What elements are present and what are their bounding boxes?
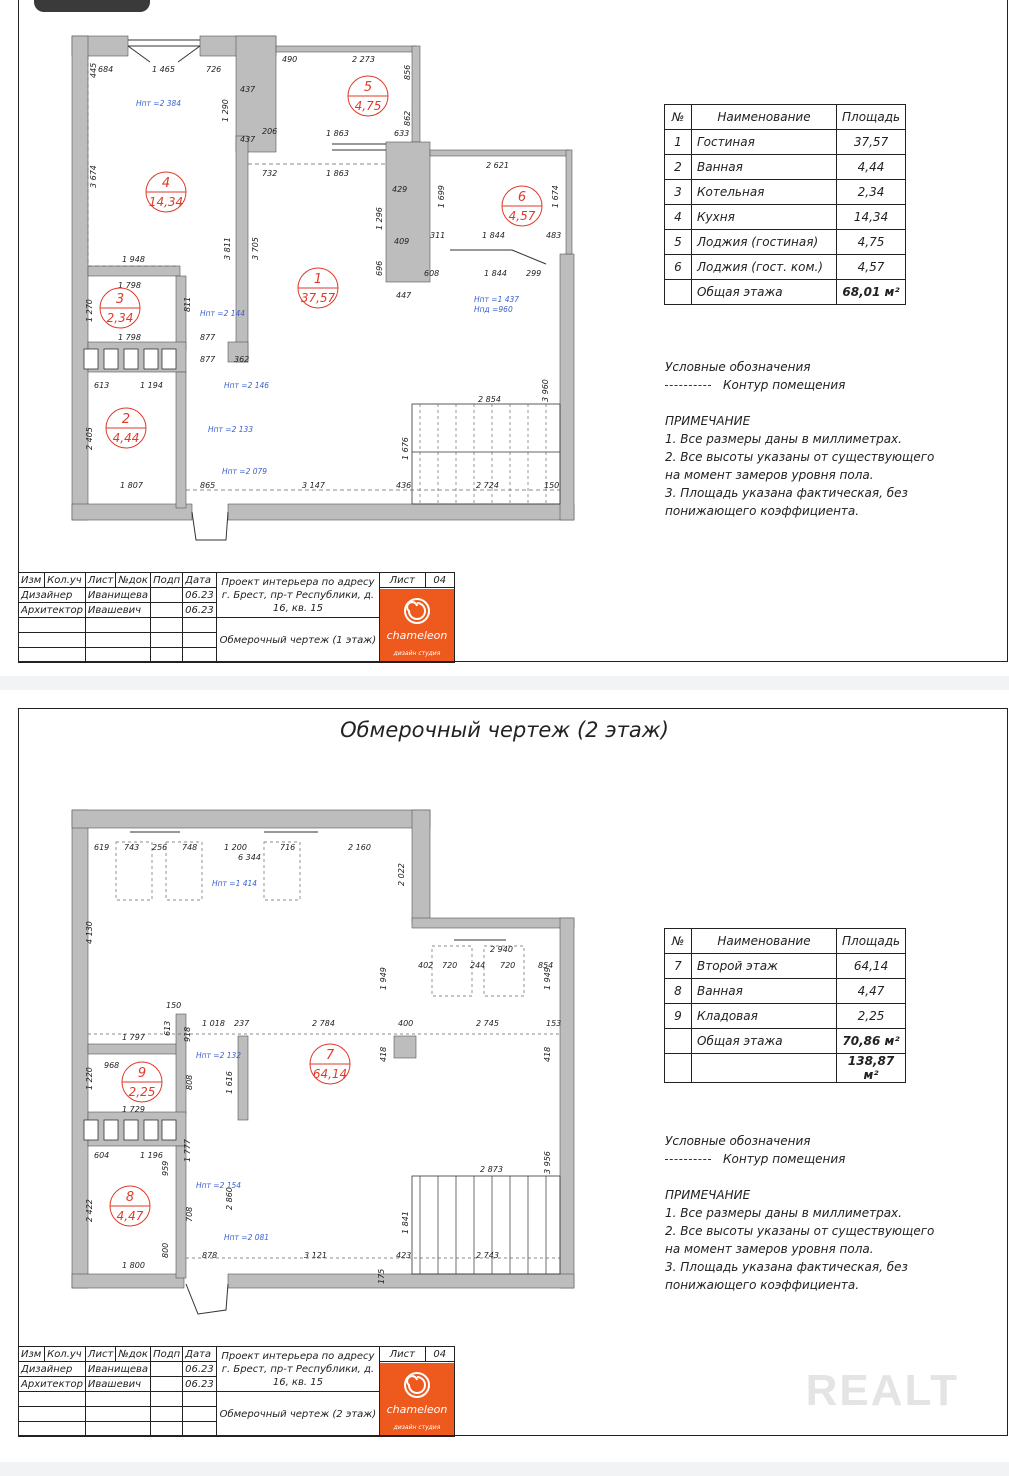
dimension-label: 2 860 <box>225 1187 234 1210</box>
designer-role: Дизайнер <box>19 1362 86 1377</box>
stamp-col: Дата <box>183 573 217 588</box>
table-total-row <box>665 280 906 305</box>
room-area: 64,14 <box>312 1067 348 1081</box>
row-number: 8 <box>665 979 692 1004</box>
dimension-label: 299 <box>526 269 542 278</box>
realt-watermark: REALT <box>805 1366 959 1415</box>
stamp-col: Лист <box>85 573 115 588</box>
dimension-label: 1 863 <box>326 129 349 138</box>
designer-name: Иванищева <box>85 1362 150 1377</box>
room-number: 2 <box>121 412 131 427</box>
table-row <box>665 979 906 1004</box>
room-label-8 <box>110 1186 150 1226</box>
title-block-1 <box>18 572 455 663</box>
dimension-label: 1 948 <box>122 255 145 264</box>
dimension-label: 1 798 <box>118 333 141 342</box>
dimension-label: 1 777 <box>183 1139 192 1162</box>
col-name-header: Наименование <box>692 929 837 954</box>
total-area: 70,86 м² <box>837 1029 906 1054</box>
dimension-label: 708 <box>185 1206 194 1222</box>
dimension-label: 1 018 <box>202 1019 225 1028</box>
total-area: 68,01 м² <box>837 280 906 305</box>
architect-name: Ивашевич <box>85 1377 150 1392</box>
wall <box>88 266 180 276</box>
dimension-label: 1 699 <box>437 185 446 208</box>
row-area: 4,57 <box>837 255 906 280</box>
room-number: 5 <box>363 80 373 95</box>
height-mark: Hпт =2 133 <box>208 425 254 434</box>
dimension-label: 1 194 <box>140 381 163 390</box>
stamp-col: Изм <box>19 573 45 588</box>
table-row <box>665 205 906 230</box>
table-row <box>665 155 906 180</box>
row-name: Кладовая <box>692 1004 837 1029</box>
table-total-row <box>665 1029 906 1054</box>
dashed-line-icon <box>665 385 711 386</box>
dimension-label: 2 854 <box>478 395 501 404</box>
row-area: 2,34 <box>837 180 906 205</box>
dimension-label: 3 960 <box>541 379 550 402</box>
dimension-label: 362 <box>234 355 250 364</box>
height-mark: Hпт =2 154 <box>196 1181 242 1190</box>
stamp-col: №док <box>116 1347 151 1362</box>
legend-item: Контур помещения <box>723 378 846 392</box>
dimension-label: 878 <box>202 1251 218 1260</box>
note-line: понижающего коэффициента. <box>665 1278 860 1292</box>
dimension-label: 3 956 <box>543 1151 552 1174</box>
height-mark: Hпт =2 144 <box>200 309 246 318</box>
dimension-label: 720 <box>442 961 458 970</box>
dimension-label: 743 <box>124 843 140 852</box>
wall <box>560 254 574 520</box>
room-label-3 <box>100 288 140 328</box>
dimension-label: 604 <box>94 1151 110 1160</box>
note-line: на момент замеров уровня пола. <box>665 1242 874 1256</box>
dimension-label: 2 784 <box>312 1019 335 1028</box>
dimension-label: 1 220 <box>85 1067 94 1090</box>
height-mark: Hпт =2 146 <box>224 381 270 390</box>
dimension-label: 409 <box>394 237 410 246</box>
total-label: Общая этажа <box>692 280 837 305</box>
room-number: 4 <box>161 176 171 191</box>
dimension-label: 1 729 <box>122 1105 145 1114</box>
room-area: 2,25 <box>128 1085 156 1099</box>
dimension-label: 429 <box>392 185 408 194</box>
drawing-sheet-1 <box>0 0 1009 676</box>
dimension-label: 613 <box>94 381 110 390</box>
row-name: Кухня <box>692 205 837 230</box>
height-mark: Hпд =960 <box>474 305 513 314</box>
sheet-label: Лист <box>380 1347 426 1362</box>
dimension-label: 483 <box>546 231 562 240</box>
dimension-label: 1 296 <box>375 207 384 230</box>
table-grand-total-row <box>665 1054 906 1083</box>
logo-subtext: дизайн студия <box>393 1424 441 1431</box>
room-number: 7 <box>325 1048 335 1063</box>
row-name: Лоджия (гост. ком.) <box>692 255 837 280</box>
row-number: 4 <box>665 205 692 230</box>
stamp-col: №док <box>116 573 151 588</box>
wall <box>394 1036 416 1058</box>
row-area: 4,44 <box>837 155 906 180</box>
dimension-label: 1 800 <box>122 1261 145 1270</box>
dimension-label: 402 <box>418 961 434 970</box>
sheet-label: Лист <box>380 573 426 588</box>
dimension-label: 437 <box>240 135 256 144</box>
height-mark: Hпт =2 132 <box>196 1051 242 1060</box>
total-label: Общая этажа <box>692 1029 837 1054</box>
drawing-name: Обмерочный чертеж (1 этаж) <box>216 618 379 663</box>
row-name: Гостиная <box>692 130 837 155</box>
dimension-label: 175 <box>377 1268 386 1284</box>
room-label-1 <box>298 268 338 308</box>
sheet-title: Обмерочный чертеж (2 этаж) <box>340 718 669 742</box>
note-line: 2. Все высоты указаны от существующего <box>665 450 935 464</box>
notes-title: ПРИМЕЧАНИЕ <box>665 1188 751 1202</box>
dimension-label: 716 <box>280 843 296 852</box>
col-area-header: Площадь <box>837 105 906 130</box>
row-area: 14,34 <box>837 205 906 230</box>
stamp-col: Кол.уч <box>45 1347 86 1362</box>
dimension-label: 490 <box>282 55 298 64</box>
row-area: 37,57 <box>837 130 906 155</box>
dimension-label: 4 130 <box>85 921 94 944</box>
dimension-label: 2 160 <box>348 843 371 852</box>
table-row <box>665 230 906 255</box>
notes-title: ПРИМЕЧАНИЕ <box>665 414 751 428</box>
dimension-label: 865 <box>200 481 216 490</box>
wall <box>72 504 192 520</box>
wall <box>238 1036 248 1120</box>
room-number: 9 <box>137 1066 147 1081</box>
stamp-col: Подп <box>151 1347 183 1362</box>
designer-date: 06.23 <box>183 1362 217 1377</box>
notes-block-2 <box>665 1132 934 1294</box>
dimension-label: 2 405 <box>85 427 94 450</box>
room-number: 6 <box>517 190 527 205</box>
room-label-7 <box>310 1044 350 1084</box>
dimension-label: 244 <box>470 961 486 970</box>
wall <box>386 142 430 282</box>
wall <box>276 46 416 52</box>
wall <box>566 150 572 254</box>
table-row <box>665 130 906 155</box>
note-line: 1. Все размеры даны в миллиметрах. <box>665 432 902 446</box>
row-area: 64,14 <box>837 954 906 979</box>
dimension-label: 237 <box>234 1019 250 1028</box>
architect-date: 06.23 <box>183 1377 217 1392</box>
dimension-label: 726 <box>206 65 222 74</box>
drawing-sheet-2 <box>0 690 1009 1462</box>
dimension-label: 684 <box>98 65 114 74</box>
height-mark: Hпт =2 079 <box>222 467 268 476</box>
dimension-label: 732 <box>262 169 278 178</box>
designer-name: Иванищева <box>85 588 150 603</box>
dimension-label: 423 <box>396 1251 412 1260</box>
note-line: 1. Все размеры даны в миллиметрах. <box>665 1206 902 1220</box>
height-mark: Hпт =2 081 <box>224 1233 270 1242</box>
dimension-label: 2 022 <box>397 863 406 886</box>
table-row <box>665 1004 906 1029</box>
project-address: Проект интерьера по адресу г. Брест, пр-т Республики, д. 16, кв. 15 <box>216 573 379 618</box>
drawing-name: Обмерочный чертеж (2 этаж) <box>216 1392 379 1437</box>
dimension-label: 918 <box>183 1026 192 1042</box>
dimension-label: 3 811 <box>223 237 232 260</box>
wall <box>412 810 430 922</box>
chameleon-logo <box>380 589 454 661</box>
architect-role: Архитектор <box>19 603 86 618</box>
dimension-label: 445 <box>89 62 98 78</box>
dimension-label: 1 798 <box>118 281 141 290</box>
chameleon-logo <box>380 1363 454 1435</box>
note-line: 3. Площадь указана фактическая, без <box>665 1260 908 1274</box>
dimension-label: 2 724 <box>476 481 499 490</box>
dimension-label: 1 290 <box>221 99 230 122</box>
dimension-label: 1 807 <box>120 481 143 490</box>
dimension-label: 418 <box>379 1046 388 1062</box>
dimension-label: 3 121 <box>304 1251 327 1260</box>
stamp-col: Изм <box>19 1347 45 1362</box>
dimension-label: 748 <box>182 843 198 852</box>
room-number: 8 <box>125 1190 135 1205</box>
stamp-col: Лист <box>85 1347 115 1362</box>
dimension-label: 418 <box>543 1046 552 1062</box>
dimension-label: 1 616 <box>225 1071 234 1094</box>
architect-date: 06.23 <box>183 603 217 618</box>
wall <box>72 1274 184 1288</box>
row-area: 4,75 <box>837 230 906 255</box>
legend-item: Контур помещения <box>723 1152 846 1166</box>
room-number: 1 <box>313 272 323 287</box>
dimension-label: 6 344 <box>238 853 261 862</box>
project-address: Проект интерьера по адресу г. Брест, пр-т Республики, д. 16, кв. 15 <box>216 1347 379 1392</box>
dimension-label: 436 <box>396 481 412 490</box>
row-number: 1 <box>665 130 692 155</box>
dimension-label: 619 <box>94 843 110 852</box>
dimension-label: 1 676 <box>401 437 410 460</box>
room-label-4 <box>146 172 186 212</box>
row-number: 6 <box>665 255 692 280</box>
area-table-2 <box>664 928 906 1083</box>
dimension-label: 206 <box>262 127 278 136</box>
dimension-label: 1 200 <box>224 843 247 852</box>
col-number-header: № <box>665 105 692 130</box>
row-name: Второй этаж <box>692 954 837 979</box>
wall <box>430 150 570 156</box>
room-area: 2,34 <box>106 311 134 325</box>
dimension-label: 437 <box>240 85 256 94</box>
dimension-label: 720 <box>500 961 516 970</box>
dimension-label: 1 841 <box>401 1211 410 1234</box>
row-area: 4,47 <box>837 979 906 1004</box>
row-number: 2 <box>665 155 692 180</box>
row-name: Ванная <box>692 155 837 180</box>
dimension-label: 256 <box>152 843 168 852</box>
room-area: 4,57 <box>508 209 536 223</box>
table-row <box>665 180 906 205</box>
dimension-label: 2 745 <box>476 1019 499 1028</box>
wall <box>88 1044 180 1054</box>
dimension-label: 1 844 <box>484 269 507 278</box>
wall <box>72 810 430 828</box>
note-line: понижающего коэффициента. <box>665 504 860 518</box>
dimension-label: 3 674 <box>89 165 98 188</box>
wall <box>412 918 574 928</box>
height-mark: Hпт =1 437 <box>474 295 520 304</box>
dimension-label: 608 <box>424 269 440 278</box>
architect-name: Ивашевич <box>85 603 150 618</box>
row-number: 7 <box>665 954 692 979</box>
room-area: 4,47 <box>116 1209 144 1223</box>
dimension-label: 1 270 <box>85 299 94 322</box>
dimension-label: 2 940 <box>490 945 513 954</box>
dimension-label: 2 422 <box>85 1199 94 1222</box>
dimension-label: 808 <box>185 1074 194 1090</box>
dimension-label: 696 <box>375 260 384 276</box>
dimension-label: 2 743 <box>476 1251 499 1260</box>
chameleon-swirl-icon <box>403 1371 431 1399</box>
title-block-2 <box>18 1346 455 1437</box>
dimension-label: 959 <box>161 1160 170 1176</box>
dimension-label: 877 <box>200 333 216 342</box>
designer-date: 06.23 <box>183 588 217 603</box>
dimension-label: 1 674 <box>551 185 560 208</box>
dimension-label: 1 465 <box>152 65 175 74</box>
table-row <box>665 954 906 979</box>
dimension-label: 877 <box>200 355 216 364</box>
col-name-header: Наименование <box>692 105 837 130</box>
dimension-label: 150 <box>166 1001 182 1010</box>
wall <box>176 372 186 508</box>
row-area: 2,25 <box>837 1004 906 1029</box>
room-area: 14,34 <box>148 195 184 209</box>
grand-total-area: 138,87 м² <box>837 1054 906 1083</box>
row-number: 3 <box>665 180 692 205</box>
dimension-label: 633 <box>394 129 410 138</box>
room-label-9 <box>122 1062 162 1102</box>
sheet-number: 04 <box>425 1347 454 1362</box>
dimension-label: 2 621 <box>486 161 509 170</box>
stamp-col: Подп <box>151 573 183 588</box>
legend-title: Условные обозначения <box>665 360 811 374</box>
wall <box>228 1274 574 1288</box>
table-row <box>665 255 906 280</box>
col-area-header: Площадь <box>837 929 906 954</box>
logo-text: chameleon <box>386 1403 448 1416</box>
height-mark: Hпт =2 384 <box>136 99 182 108</box>
stamp-col: Дата <box>183 1347 217 1362</box>
dimension-label: 153 <box>546 1019 562 1028</box>
row-name: Котельная <box>692 180 837 205</box>
dimension-label: 1 797 <box>122 1033 145 1042</box>
dimension-label: 2 873 <box>480 1165 503 1174</box>
dimension-label: 400 <box>398 1019 414 1028</box>
col-number-header: № <box>665 929 692 954</box>
room-area: 4,75 <box>354 99 382 113</box>
row-name: Лоджия (гостиная) <box>692 230 837 255</box>
sheet-number: 04 <box>425 573 454 588</box>
dimension-label: 968 <box>104 1061 120 1070</box>
room-area: 37,57 <box>300 291 336 305</box>
note-line: 2. Все высоты указаны от существующего <box>665 1224 935 1238</box>
table-header-row <box>665 105 906 130</box>
notes-block-1 <box>665 358 934 520</box>
room-label-6 <box>502 186 542 226</box>
dimension-label: 1 196 <box>140 1151 163 1160</box>
note-line: 3. Площадь указана фактическая, без <box>665 486 908 500</box>
area-table-1 <box>664 104 906 305</box>
table-header-row <box>665 929 906 954</box>
dimension-label: 811 <box>183 296 192 312</box>
logo-subtext: дизайн студия <box>393 650 441 657</box>
dimension-label: 613 <box>163 1020 172 1036</box>
dimension-label: 1 844 <box>482 231 505 240</box>
dimension-label: 854 <box>538 961 554 970</box>
chameleon-swirl-icon <box>403 597 431 625</box>
height-mark: Hпт =1 414 <box>212 879 258 888</box>
stamp-col: Кол.уч <box>45 573 86 588</box>
note-line: на момент замеров уровня пола. <box>665 468 874 482</box>
dimension-label: 2 273 <box>352 55 375 64</box>
dashed-line-icon <box>665 1159 711 1160</box>
room-number: 3 <box>115 292 125 307</box>
logo-text: chameleon <box>386 629 448 642</box>
row-name: Ванная <box>692 979 837 1004</box>
designer-role: Дизайнер <box>19 588 86 603</box>
row-number: 5 <box>665 230 692 255</box>
room-label-5 <box>348 76 388 116</box>
dimension-label: 447 <box>396 291 412 300</box>
wall <box>412 46 420 142</box>
dimension-label: 800 <box>161 1242 170 1258</box>
dimension-label: 1 863 <box>326 169 349 178</box>
dimension-label: 3 147 <box>302 481 325 490</box>
dimension-label: 311 <box>430 231 446 240</box>
dimension-label: 150 <box>544 481 560 490</box>
wall <box>560 918 574 1288</box>
room-label-2 <box>106 408 146 448</box>
wall <box>228 504 574 520</box>
row-number: 9 <box>665 1004 692 1029</box>
dimension-label: 856 <box>403 64 412 80</box>
dimension-label: 862 <box>403 110 412 126</box>
wall <box>176 276 186 350</box>
room-area: 4,44 <box>112 431 140 445</box>
dimension-label: 3 705 <box>251 237 260 260</box>
dimension-label: 1 949 <box>543 967 552 990</box>
dimension-label: 1 949 <box>379 967 388 990</box>
legend-title: Условные обозначения <box>665 1134 811 1148</box>
architect-role: Архитектор <box>19 1377 86 1392</box>
wall <box>236 136 248 362</box>
